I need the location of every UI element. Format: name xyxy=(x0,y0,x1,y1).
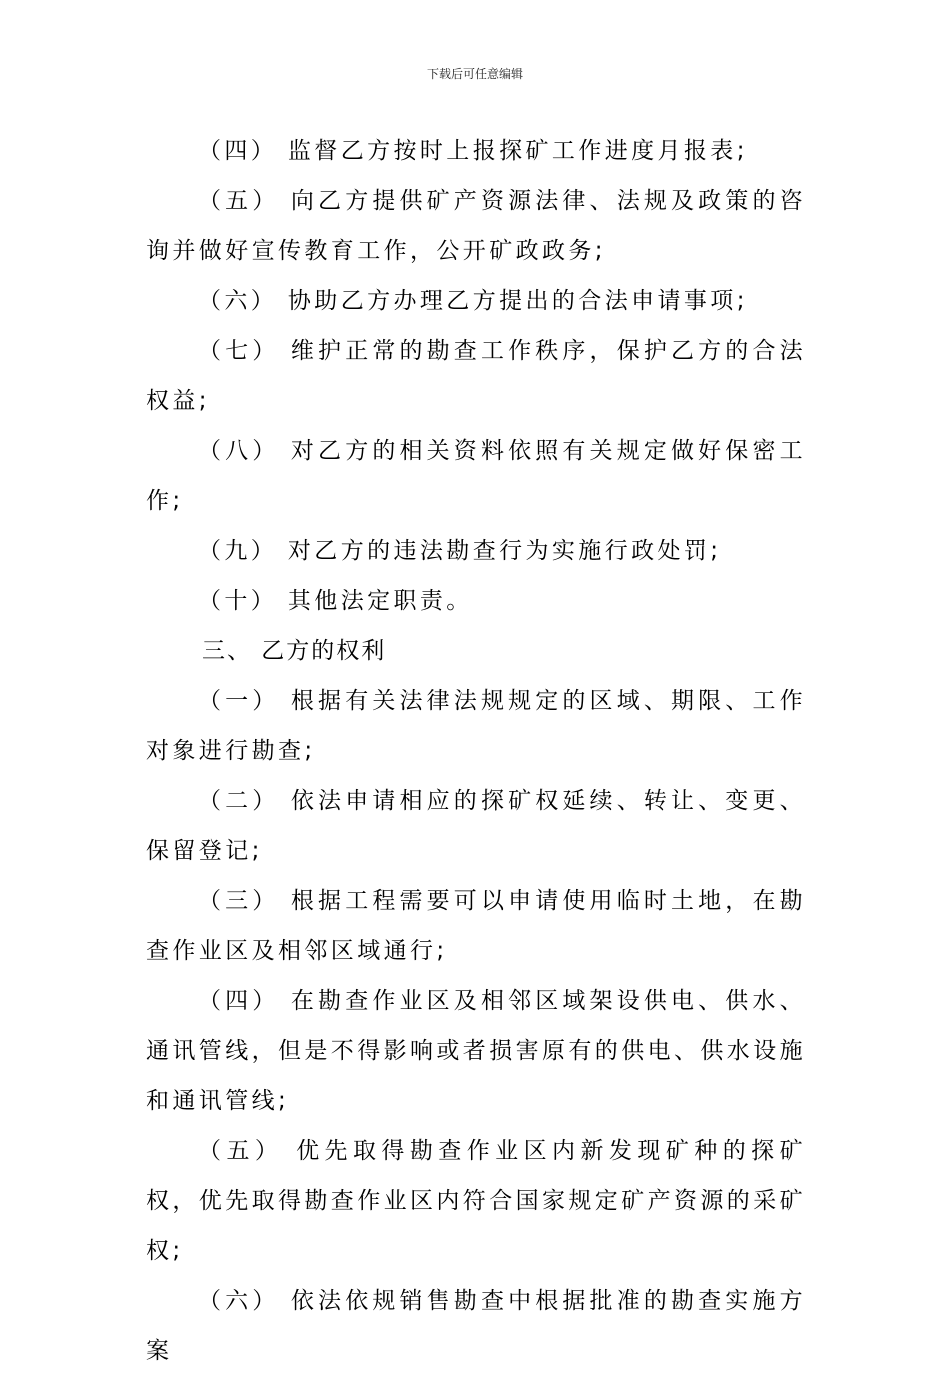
paragraph: （二） 依法申请相应的探矿权延续、转让、变更、保留登记; xyxy=(146,788,806,864)
paragraph: （六） 协助乙方办理乙方提出的合法申请事项; xyxy=(198,288,748,314)
paragraph: （五） 向乙方提供矿产资源法律、法规及政策的咨询并做好宣传教育工作，公开矿政政务; xyxy=(146,188,806,264)
page-header: 下载后可任意编辑 xyxy=(426,67,523,81)
paragraph: （九） 对乙方的违法勘查行为实施行政处罚; xyxy=(198,538,722,564)
section-heading: 三、 乙方的权利 xyxy=(202,638,387,664)
paragraph: （五） 优先取得勘查作业区内新发现矿种的探矿权，优先取得勘查作业区内符合国家规定矿产资源的采矿权; xyxy=(146,1138,806,1264)
document-body xyxy=(146,126,806,1376)
paragraph: （七） 维护正常的勘查工作秩序，保护乙方的合法权益; xyxy=(146,338,806,414)
paragraph: （八） 对乙方的相关资料依照有关规定做好保密工作; xyxy=(146,438,806,514)
paragraph: （六） 依法依规销售勘查中根据批准的勘查实施方案 xyxy=(146,1288,806,1364)
paragraph: （四） 在勘查作业区及相邻区域架设供电、供水、通讯管线，但是不得影响或者损害原有的供电、供水设施和通讯管线; xyxy=(146,988,806,1114)
paragraph: （一） 根据有关法律法规规定的区域、期限、工作对象进行勘查; xyxy=(146,688,806,764)
paragraph: （四） 监督乙方按时上报探矿工作进度月报表; xyxy=(198,138,748,164)
paragraph: （十） 其他法定职责。 xyxy=(198,588,473,614)
paragraph: （三） 根据工程需要可以申请使用临时土地，在勘查作业区及相邻区域通行; xyxy=(146,888,806,964)
